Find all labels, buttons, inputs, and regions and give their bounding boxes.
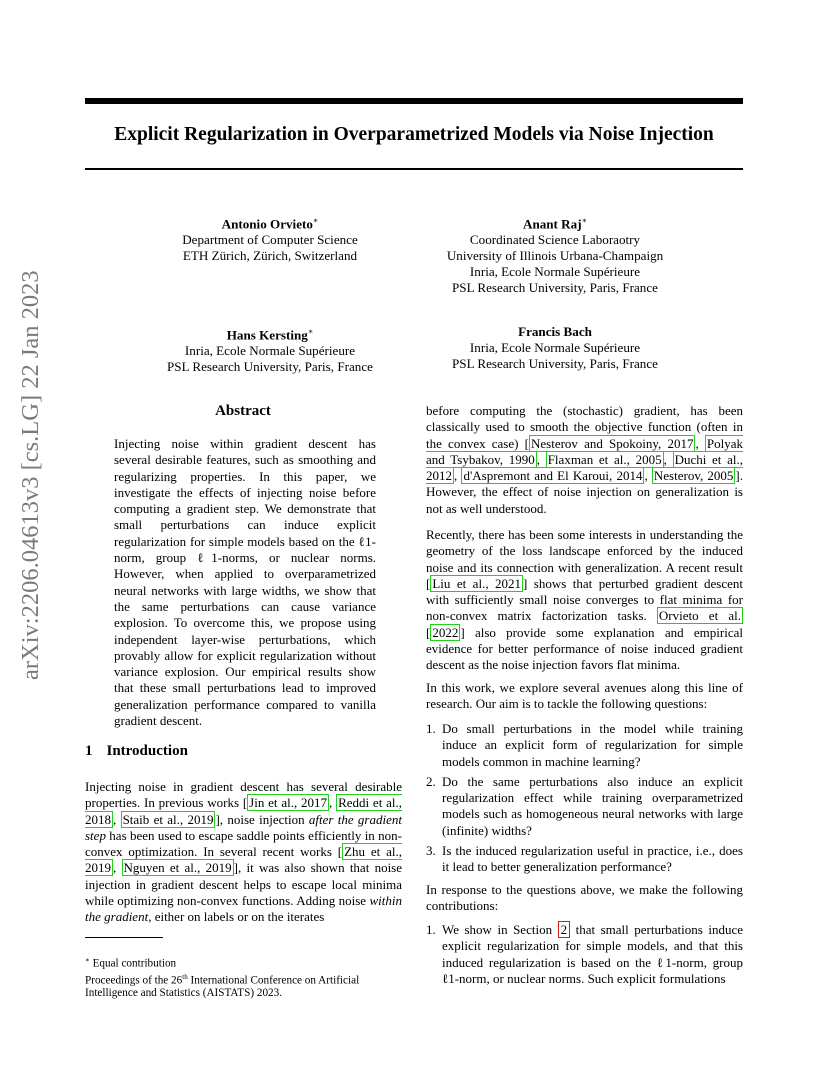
equal-contribution-mark: ∗ [312, 216, 319, 225]
footnote-text: Equal contribution [89, 957, 177, 970]
list-text: Is the induced regularization useful in practice, i.e., does it lead to better generalization performance? [442, 843, 743, 875]
citation-link[interactable]: Nguyen et al., 2019 [123, 860, 232, 876]
text-run: , [644, 468, 652, 484]
citation-link[interactable]: Orvieto et al. [658, 608, 741, 624]
research-questions-list [426, 721, 743, 880]
text-run: , [695, 435, 705, 451]
citation-link[interactable]: Reddi et al., 2018 [85, 795, 403, 827]
author-block-kersting [140, 324, 400, 375]
text-run: that small perturbations induce explicit regularization for simple models, and that this induced regularization is based on the ℓ1-norm, group ℓ1-norm, or nuclear norms. Such explicit formulations [442, 922, 743, 986]
citation-link[interactable]: d'Aspremont and El Karoui, 2014 [463, 468, 643, 484]
text-run: , [663, 451, 673, 467]
author-name: Hans Kersting [226, 327, 308, 343]
list-number: 3. [426, 843, 436, 859]
footnote-equal-contribution [85, 954, 405, 971]
list-number: 1. [426, 922, 436, 937]
author-block-orvieto [140, 213, 400, 264]
citation-link[interactable]: Staib et al., 2019 [122, 811, 214, 827]
right-paragraph-4: In response to the questions above, we make the following contributions: [426, 882, 743, 914]
title-bottom-rule [85, 168, 743, 170]
footnote-rule [85, 937, 163, 938]
affiliation-line: Inria, Ecole Normale Supérieure [184, 343, 356, 359]
citation-link[interactable]: Duchi et al., 2012 [426, 451, 744, 484]
abstract-heading: Abstract [215, 403, 271, 419]
footnote-text: International Conference on Artificial Intelligence and Statistics (AISTATS) 2023. [85, 974, 360, 1000]
list-text [442, 922, 743, 987]
emphasis: within the gradient [85, 893, 402, 925]
citation-link[interactable]: Flaxman et al., 2005 [547, 451, 662, 467]
affiliation-line: Department of Computer Science [182, 232, 358, 248]
right-paragraph-3: In this work, we explore several avenues along this line of research. Our aim is to tackle the following questions: [426, 680, 743, 712]
right-paragraph-1 [426, 403, 743, 517]
list-item [426, 922, 743, 987]
text-run: ], noise injection [215, 811, 309, 827]
citation-link[interactable]: Liu et al., 2021 [432, 575, 522, 591]
citation-link[interactable]: 2022 [432, 624, 459, 640]
section-reference-link[interactable]: 2 [558, 921, 571, 938]
affiliation-line: ETH Zürich, Zürich, Switzerland [182, 248, 358, 264]
abstract-text: Injecting noise within gradient descent has several desirable features, such as smoothing and regularizing properties. In this paper, we investigate the effects of injecting noise before computing a gradient step. We demonstrate that small perturbations can induce explicit regularization for simple models based on the ℓ1-norm, group ℓ1-norms, or nuclear norms. However, when applied to overparametrized neural networks with large widths, we show that the same perturbations can cause variance explosion. To overcome this, we propose using independent layer-wise perturbations, which provably allow for explicit regularization without variance explosion. Our empirical results show that these small perturbations lead to improved generalization performance compared to vanilla gradient descent. [114, 436, 376, 729]
footnote-mark: ∗ [85, 956, 90, 964]
intro-paragraph [85, 779, 402, 926]
text-run: ] also provide some explanation and empirical evidence for better performance of noise induced gradient descent as the noise injection favors flat minima. [426, 624, 743, 673]
text-run: ]. However, the effect of noise injection on generalization is not as well understood. [426, 468, 743, 516]
text-run: , [113, 860, 122, 876]
footnotes [85, 954, 405, 1000]
citation-link[interactable]: Nesterov and Spokoiny, 2017 [530, 435, 694, 451]
paper-title: Explicit Regularization in Overparametrized Models via Noise Injection [114, 124, 714, 145]
text-run: , either on labels or on the iterates [148, 909, 325, 925]
text-run: Recently, there has been some interests in understanding the geometry of the loss landscape enforced by the induced noise and its connection with generalization. A recent result [ [426, 527, 743, 591]
author-block-bach [420, 324, 690, 372]
citation-link[interactable]: Polyak and Tsybakov, 1990 [426, 435, 744, 467]
equal-contribution-mark: ∗ [581, 216, 587, 225]
text-run: ] shows that perturbed gradient descent with sufficiently small noise converges to flat minima for non-convex matrix factorization tasks. [426, 575, 743, 624]
citation-link[interactable]: Jin et al., 2017 [249, 795, 328, 811]
text-run: , [113, 811, 121, 827]
footnote-proceedings [85, 971, 405, 1001]
section-heading-introduction [85, 743, 188, 760]
text-run: , [536, 451, 546, 467]
list-item [426, 843, 743, 876]
superscript: th [182, 972, 188, 981]
title-top-rule [85, 98, 743, 104]
affiliation-line: University of Illinois Urbana-Champaign [446, 248, 664, 264]
author-name: Francis Bach [518, 324, 592, 339]
author-name: Anant Raj [522, 216, 582, 232]
list-item [426, 721, 743, 770]
contributions-list [426, 922, 743, 991]
affiliation-line: PSL Research University, Paris, France [167, 359, 373, 375]
emphasis: after the gradient step [85, 811, 402, 843]
affiliation-line: Inria, Ecole Normale Supérieure [469, 340, 641, 355]
list-text: Do the same perturbations also induce an explicit regularization effect while training overparametrized models such as homogeneous neural networks with large (infinite) widths? [442, 773, 743, 838]
citation-link[interactable]: Nesterov, 2005 [653, 468, 734, 484]
text-run: before computing the (stochastic) gradient, has been classically used to smooth the objective function (often in the convex case) [ [426, 403, 743, 451]
author-block-raj [420, 213, 690, 296]
list-number: 1. [426, 721, 436, 736]
arxiv-stamp: arXiv:2206.04613v3 [cs.LG] 22 Jan 2023 [17, 270, 44, 680]
text-run: , [454, 468, 462, 484]
author-name: Antonio Orvieto [221, 216, 313, 232]
equal-contribution-mark: ∗ [307, 327, 314, 336]
right-paragraph-2 [426, 527, 743, 674]
section-number: 1 [85, 743, 93, 759]
text-run: ], it was also shown that noise injection in gradient descent helps to escape local minima while optimizing non-convex functions. Adding noise [85, 860, 403, 909]
list-text: Do small perturbations in the model while training induce an explicit form of regularization for simple models common in machine learning? [442, 721, 743, 769]
text-run: has been used to escape saddle points efficiently in non-convex optimization. In several recent works [ [85, 827, 402, 860]
text-run: , [329, 795, 337, 811]
affiliation-line: PSL Research University, Paris, France [452, 280, 658, 296]
text-run: [ [426, 624, 431, 640]
section-title: Introduction [106, 743, 188, 759]
text-run: We show in Section [442, 922, 558, 937]
citation-link[interactable]: Zhu et al., 2019 [85, 844, 402, 876]
affiliation-line: Coordinated Science Laboraotry [469, 232, 641, 248]
list-number: 2. [426, 773, 436, 789]
list-item [426, 774, 743, 839]
affiliation-line: Inria, Ecole Normale Supérieure [469, 264, 641, 280]
affiliation-line: PSL Research University, Paris, France [452, 356, 658, 371]
text-run: Injecting noise in gradient descent has several desirable properties. In previous works [ [85, 779, 402, 811]
footnote-text: Proceedings of the 26 [85, 974, 183, 987]
